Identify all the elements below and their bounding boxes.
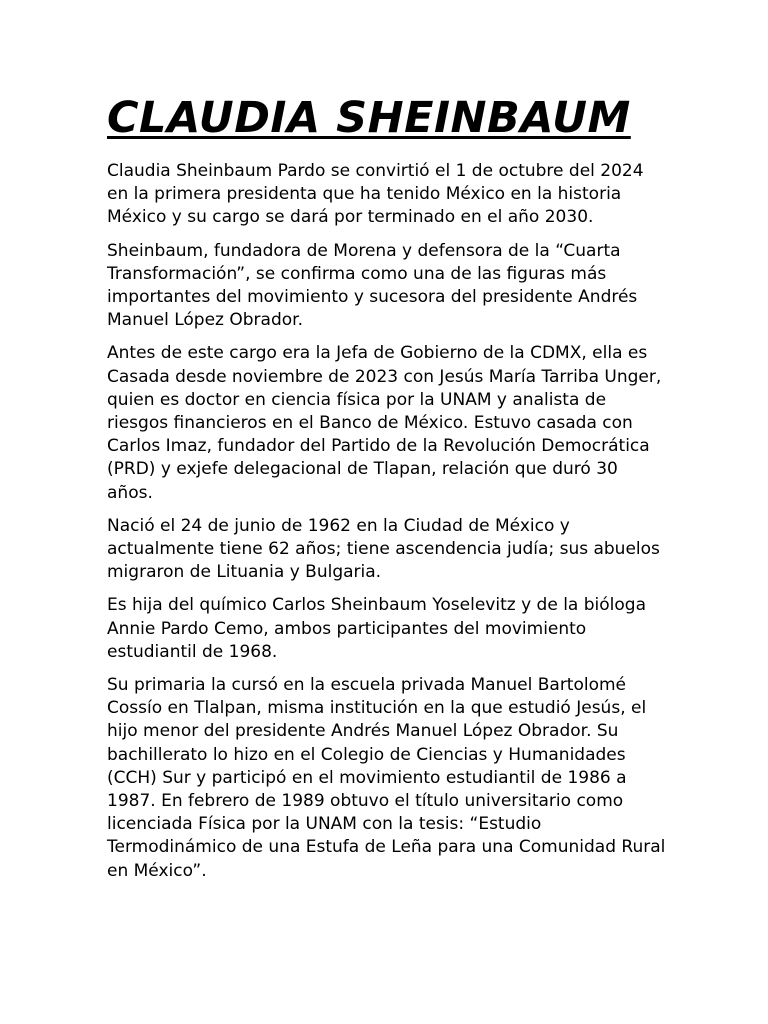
paragraph-birth: Nació el 24 de junio de 1962 en la Ciudad de México y actualmente tiene 62 años; tiene ascendencia judía; sus abuelos migraron de Lituania y Bulgaria. xyxy=(107,515,660,583)
paragraph-parents: Es hija del químico Carlos Sheinbaum Yoselevitz y de la bióloga Annie Pardo Cemo, ambos participantes del movimiento estudiantil de 1968. xyxy=(107,595,646,662)
paragraph-morena: Sheinbaum, fundadora de Morena y defensora de la “Cuarta Transformación”, se confirma como una de las figuras más importantes del movimiento y sucesora del presidente Andrés Manuel López Obrador. xyxy=(107,240,638,331)
document-title: CLAUDIA SHEINBAUM xyxy=(107,93,631,143)
paragraph-marriage: Antes de este cargo era la Jefa de Gobierno de la CDMX, ella es Casada desde noviembre de 2023 con Jesús María Tarriba Unger, quien es doctor en ciencia física por la UNAM y analista de riesgos financieros en el Banco de México. Estuvo casada con Carlos Imaz, fundador del Partido de la Revolución Democrática (PRD) y exjefe delegacional de Tlapan, relación que duró 30 años. xyxy=(107,343,662,503)
document-body xyxy=(107,92,667,893)
paragraph-presidency: Claudia Sheinbaum Pardo se convirtió el 1 de octubre del 2024 en la primera presidenta que ha tenido México en la historia México y su cargo se dará por terminado en el año 2030. xyxy=(107,161,644,228)
paragraph-education: Su primaria la cursó en la escuela privada Manuel Bartolomé Cossío en Tlalpan, misma institución en la que estudió Jesús, el hijo menor del presidente Andrés Manuel López Obrador. Su bachillerato lo hizo en el Colegio de Ciencias y Humanidades (CCH) Sur y participó en el movimiento estudiantil de 1986 a 1987. En febrero de 1989 obtuvo el título universitario como licenciada Física por la UNAM con la tesis: “Estudio Termodinámico de una Estufa de Leña para una Comunidad Rural en México”. xyxy=(107,675,666,881)
